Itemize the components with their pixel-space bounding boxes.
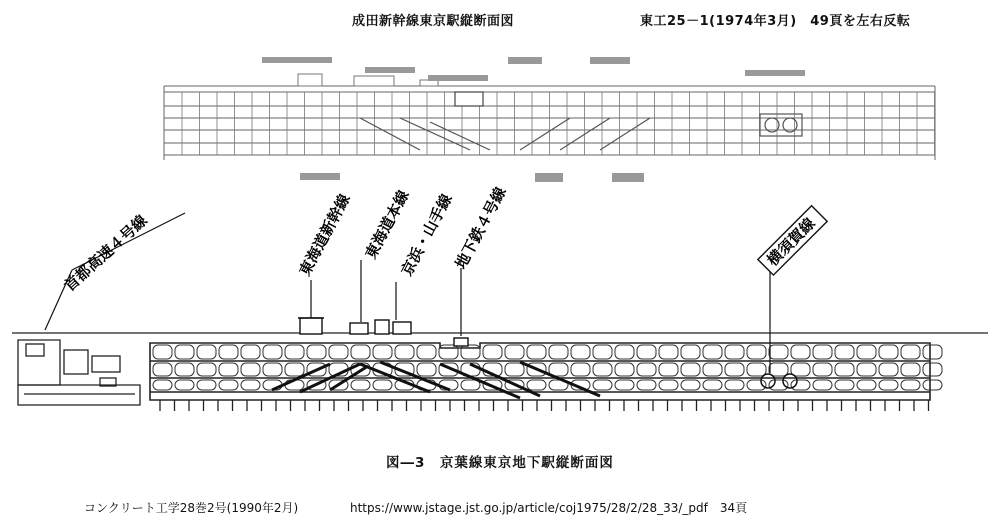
station-cell	[593, 380, 612, 390]
station-cell	[439, 345, 458, 359]
station-cell	[153, 345, 172, 359]
station-cell	[263, 363, 282, 376]
station-cell	[703, 380, 722, 390]
upper-diagonals	[360, 92, 802, 150]
station-cell	[241, 345, 260, 359]
station-cell	[857, 345, 876, 359]
station-cell	[725, 345, 744, 359]
station-cell	[527, 380, 546, 390]
leader-lines	[45, 213, 770, 373]
station-cell	[637, 345, 656, 359]
station-cell	[241, 380, 260, 390]
station-cell	[571, 363, 590, 376]
station-cell	[637, 380, 656, 390]
station-cell	[901, 380, 920, 390]
station-cell	[659, 363, 678, 376]
station-cell	[329, 345, 348, 359]
station-cell	[923, 380, 942, 390]
station-cell	[175, 345, 194, 359]
station-cell	[219, 363, 238, 376]
station-cell	[659, 380, 678, 390]
footer-source	[350, 499, 747, 516]
station-cell	[417, 345, 436, 359]
label-subway-line4: 地下鉄４号線	[451, 183, 510, 272]
station-cell	[593, 363, 612, 376]
station-cell	[285, 363, 304, 376]
station-cell	[769, 345, 788, 359]
station-cell	[373, 345, 392, 359]
station-cell	[483, 345, 502, 359]
station-cell	[835, 363, 854, 376]
station-cell	[153, 363, 172, 376]
station-cell	[879, 345, 898, 359]
station-cell	[813, 363, 832, 376]
station-cell	[263, 345, 282, 359]
station-cell	[571, 345, 590, 359]
label-tokaido-main-line: 東海道本線	[361, 187, 413, 262]
station-cell	[505, 363, 524, 376]
figure-caption: 図―3 京葉線東京地下駅縦断面図	[386, 455, 614, 471]
station-cell	[725, 363, 744, 376]
station-cell	[219, 345, 238, 359]
station-cell	[769, 363, 788, 376]
foundation-piles	[160, 400, 929, 411]
label-shuto-expressway: 首都高速４号線	[60, 211, 151, 295]
station-cell	[351, 380, 370, 390]
station-cell	[791, 345, 810, 359]
footer-page-ref: 34頁	[719, 501, 748, 515]
station-cell	[175, 363, 194, 376]
station-cell	[835, 345, 854, 359]
shuto-expressway-structure	[18, 340, 140, 405]
upper-grid-columns	[182, 92, 935, 155]
station-cell	[725, 380, 744, 390]
station-cell	[681, 380, 700, 390]
station-cell	[703, 345, 722, 359]
station-cells	[153, 345, 942, 390]
station-cell	[241, 363, 260, 376]
station-cell	[901, 345, 920, 359]
station-cell	[923, 363, 942, 376]
station-cell	[461, 380, 480, 390]
station-cell	[615, 380, 634, 390]
station-cell	[923, 345, 942, 359]
surface-structures	[298, 318, 468, 346]
station-cell	[637, 363, 656, 376]
station-cell	[505, 345, 524, 359]
station-cell	[461, 345, 480, 359]
station-cell	[615, 363, 634, 376]
station-cell	[153, 380, 172, 390]
station-cell	[857, 363, 876, 376]
label-keihin-yamanote: 京浜・山手線	[397, 190, 456, 279]
station-cell	[197, 363, 216, 376]
station-cell	[373, 380, 392, 390]
label-tokaido-shinkansen: 東海道新幹線	[295, 190, 354, 279]
station-cell	[549, 345, 568, 359]
station-cell	[175, 380, 194, 390]
station-cell	[197, 380, 216, 390]
station-cell	[593, 345, 612, 359]
station-cell	[615, 345, 634, 359]
header-source-ref: 東工25－1(1974年3月) 49頁を左右反転	[640, 14, 911, 29]
station-cell	[395, 345, 414, 359]
station-cell	[813, 380, 832, 390]
station-cell	[703, 363, 722, 376]
station-cell	[307, 345, 326, 359]
station-cell	[813, 345, 832, 359]
station-cell	[219, 380, 238, 390]
station-cell	[351, 345, 370, 359]
station-cell	[681, 363, 700, 376]
station-cell	[791, 380, 810, 390]
station-cell	[527, 345, 546, 359]
station-cell	[901, 363, 920, 376]
station-cell	[681, 345, 700, 359]
footer-url[interactable]: https://www.jstage.jst.go.jp/article/coj1975/28/2/28_33/_pdf	[350, 501, 708, 515]
station-cell	[417, 363, 436, 376]
station-cell	[879, 363, 898, 376]
upper-building-marks	[298, 74, 438, 86]
station-cell	[659, 345, 678, 359]
station-cell	[285, 345, 304, 359]
label-yokosuka-line: 横須賀線	[763, 214, 819, 270]
station-cell	[791, 363, 810, 376]
upper-faint-text	[262, 57, 805, 182]
footer-journal: コンクリート工学28巻2号(1990年2月)	[84, 501, 299, 515]
station-cell	[747, 345, 766, 359]
station-cell	[835, 380, 854, 390]
station-cell	[747, 363, 766, 376]
header-title: 成田新幹線東京駅縦断面図	[352, 14, 515, 29]
station-cell	[857, 380, 876, 390]
station-cell	[879, 380, 898, 390]
station-cell	[197, 345, 216, 359]
